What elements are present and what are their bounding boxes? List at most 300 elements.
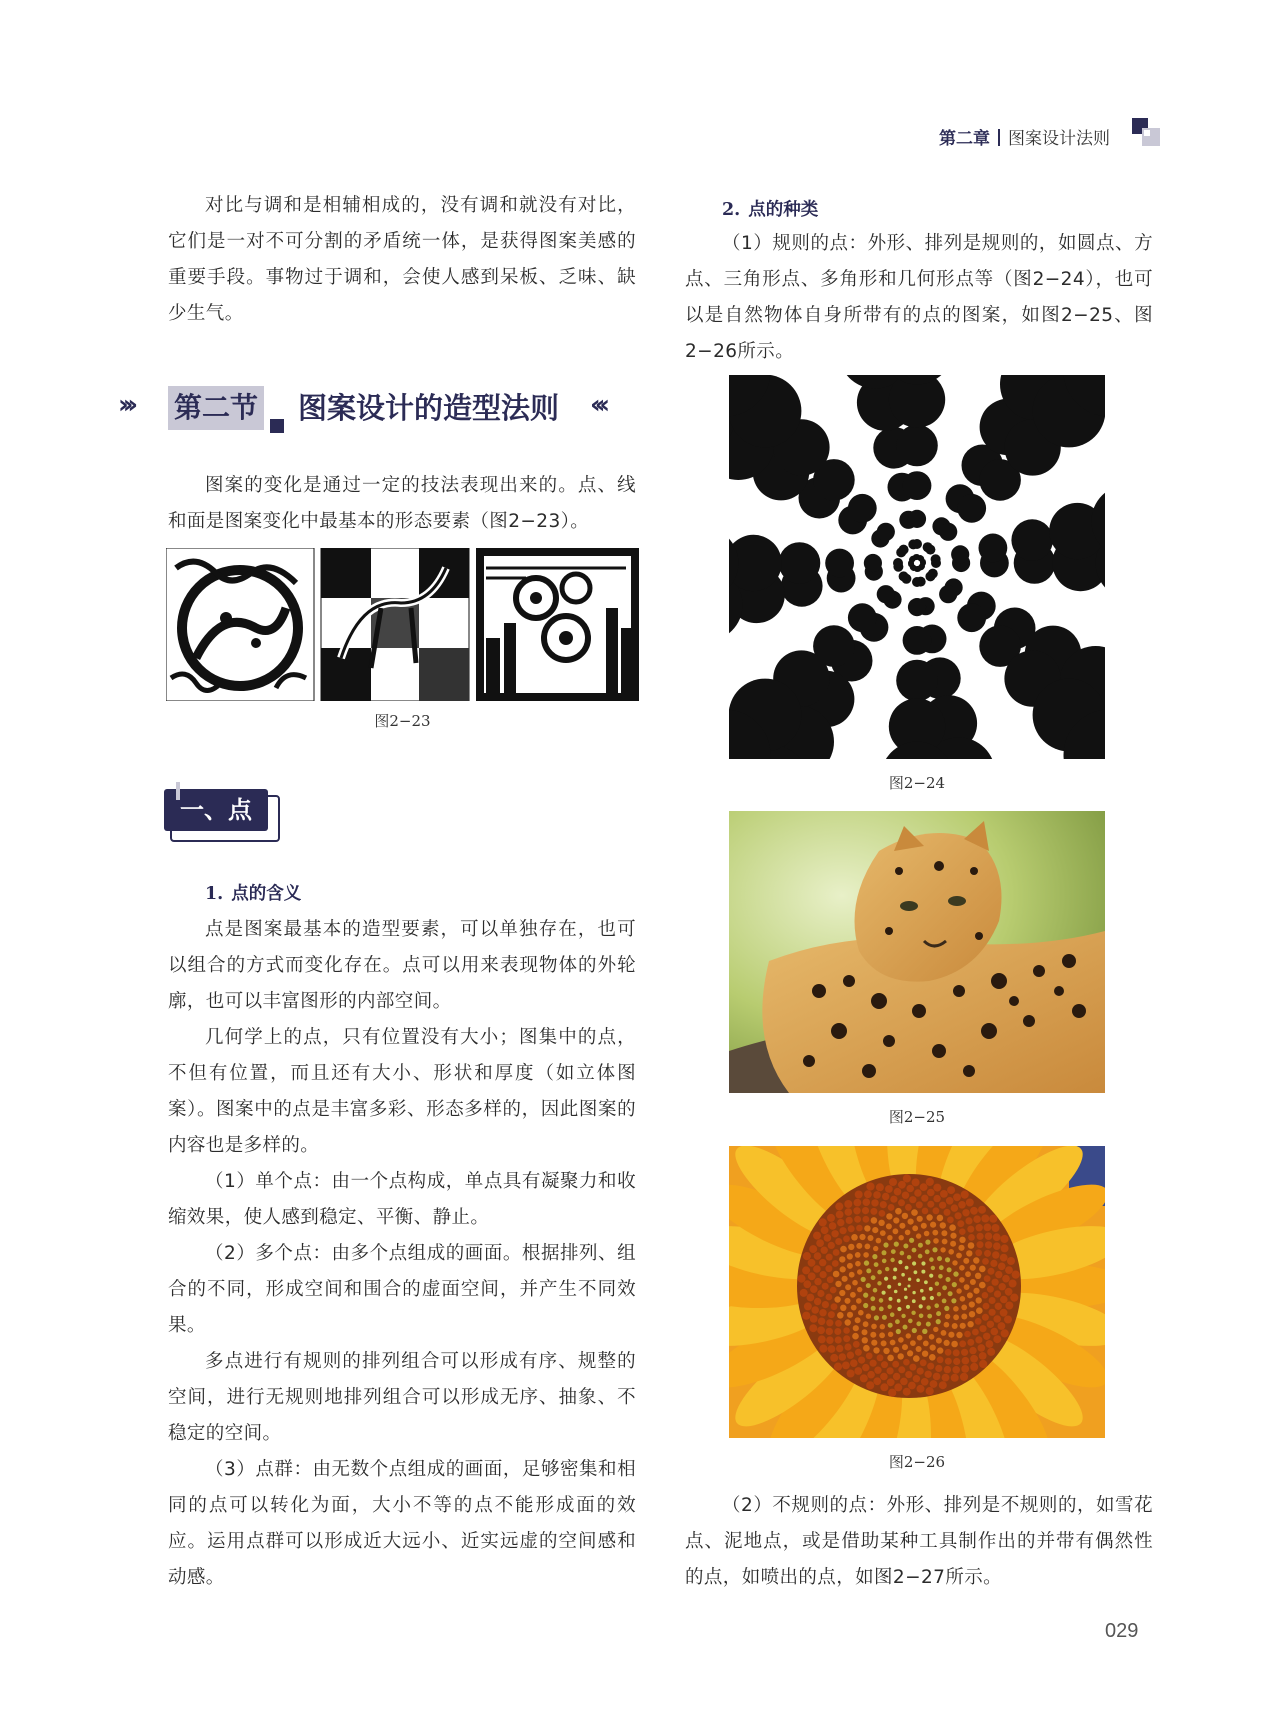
seed bbox=[921, 1223, 927, 1229]
subsection-2-title: 点的种类 bbox=[748, 200, 819, 220]
seed bbox=[848, 1244, 854, 1250]
seed bbox=[808, 1259, 816, 1267]
seed bbox=[942, 1285, 947, 1290]
seed bbox=[961, 1305, 967, 1311]
seed bbox=[932, 1247, 937, 1252]
seed bbox=[927, 1314, 932, 1319]
heading-arrows-left-icon: ››› bbox=[118, 390, 133, 420]
seed bbox=[854, 1367, 862, 1375]
seed bbox=[953, 1193, 961, 1201]
seed bbox=[883, 1348, 889, 1354]
seed bbox=[813, 1265, 821, 1273]
seed bbox=[870, 1208, 877, 1215]
seed bbox=[904, 1288, 907, 1291]
seed bbox=[835, 1202, 843, 1210]
heading-arrows-right-icon: ‹‹‹ bbox=[590, 390, 605, 420]
seed bbox=[979, 1282, 986, 1289]
pattern-dot bbox=[925, 545, 935, 555]
seed bbox=[930, 1380, 938, 1388]
seed bbox=[888, 1204, 895, 1211]
seed bbox=[834, 1296, 840, 1302]
subsection-1-paragraph: （2）多个点：由多个点组成的画面。根据排列、组合的不同，形成空间和围合的虚面空间，并产生不同效果。 bbox=[168, 1243, 636, 1336]
seed bbox=[949, 1224, 956, 1231]
seed bbox=[961, 1314, 967, 1320]
seed bbox=[898, 1181, 906, 1189]
seed bbox=[933, 1327, 938, 1332]
seed bbox=[802, 1266, 810, 1274]
seed bbox=[906, 1305, 910, 1309]
seed bbox=[967, 1292, 973, 1298]
seed bbox=[926, 1178, 934, 1186]
seed bbox=[961, 1191, 969, 1199]
seed bbox=[846, 1217, 853, 1224]
seed bbox=[999, 1283, 1006, 1290]
seed bbox=[950, 1241, 956, 1247]
seed bbox=[955, 1212, 962, 1219]
seed bbox=[852, 1333, 859, 1340]
seed bbox=[944, 1209, 951, 1216]
seed bbox=[969, 1301, 975, 1307]
seed bbox=[953, 1358, 960, 1365]
seed bbox=[921, 1378, 929, 1386]
seed bbox=[822, 1283, 829, 1290]
seed bbox=[855, 1317, 861, 1323]
seed bbox=[945, 1257, 950, 1262]
seed bbox=[913, 1375, 920, 1382]
seed bbox=[977, 1241, 984, 1248]
seed bbox=[850, 1292, 856, 1298]
seed bbox=[920, 1359, 927, 1366]
seed bbox=[924, 1231, 930, 1237]
seed bbox=[959, 1265, 965, 1271]
seed bbox=[819, 1259, 826, 1266]
pattern-dot bbox=[848, 494, 877, 523]
seed bbox=[844, 1200, 852, 1208]
seed bbox=[938, 1274, 943, 1279]
seed bbox=[903, 1388, 911, 1396]
seed bbox=[797, 1275, 805, 1283]
seed bbox=[842, 1276, 848, 1282]
seed bbox=[926, 1305, 930, 1309]
figure-2-23-caption: 图2−23 bbox=[374, 712, 431, 730]
seed bbox=[897, 1307, 901, 1311]
subsection-1-paragraph: （1）单个点：由一个点构成，单点具有凝聚力和收缩效果，使人感到稳定、平衡、静止。 bbox=[168, 1171, 636, 1228]
seed bbox=[847, 1253, 853, 1259]
seed bbox=[871, 1217, 878, 1224]
seed bbox=[940, 1222, 946, 1228]
seed bbox=[976, 1297, 982, 1303]
subsection-1-title: 点的含义 bbox=[231, 884, 302, 904]
seed bbox=[922, 1208, 929, 1215]
seed bbox=[887, 1378, 895, 1386]
seed bbox=[859, 1234, 865, 1240]
seed bbox=[945, 1358, 952, 1365]
seed bbox=[952, 1282, 957, 1287]
seed bbox=[959, 1340, 966, 1347]
seed bbox=[998, 1263, 1006, 1271]
seed bbox=[872, 1254, 877, 1259]
pattern-dot bbox=[979, 534, 1008, 563]
seed bbox=[953, 1314, 959, 1320]
seed bbox=[921, 1195, 928, 1202]
seed bbox=[912, 1291, 915, 1294]
seed bbox=[1004, 1316, 1012, 1324]
seed bbox=[942, 1239, 948, 1245]
seed bbox=[866, 1314, 871, 1319]
seed bbox=[809, 1245, 817, 1253]
seed bbox=[886, 1213, 892, 1219]
seed bbox=[904, 1296, 908, 1300]
header-divider bbox=[998, 129, 1000, 146]
seed bbox=[800, 1289, 808, 1297]
seed bbox=[873, 1288, 878, 1293]
seed bbox=[995, 1303, 1002, 1310]
seed bbox=[979, 1266, 986, 1273]
seed bbox=[973, 1288, 979, 1294]
seed bbox=[894, 1290, 898, 1294]
seed bbox=[933, 1238, 939, 1244]
seed bbox=[895, 1208, 902, 1215]
header-corner-icon bbox=[1132, 118, 1162, 148]
seed bbox=[905, 1230, 911, 1236]
seed bbox=[925, 1371, 932, 1378]
subsection-2-number: 2. bbox=[722, 200, 741, 220]
seed bbox=[922, 1296, 926, 1300]
seed bbox=[893, 1373, 900, 1380]
seed bbox=[948, 1291, 953, 1296]
seed bbox=[887, 1367, 894, 1374]
seed bbox=[831, 1230, 838, 1237]
seed bbox=[870, 1296, 875, 1301]
seed bbox=[963, 1258, 969, 1264]
seed bbox=[821, 1247, 828, 1254]
seed bbox=[910, 1340, 916, 1346]
seed bbox=[833, 1271, 840, 1278]
seed bbox=[959, 1228, 966, 1235]
seed bbox=[966, 1199, 974, 1207]
seed bbox=[906, 1333, 911, 1338]
seed bbox=[936, 1311, 941, 1316]
pattern-dot bbox=[893, 558, 903, 568]
seed bbox=[1010, 1294, 1018, 1302]
seed bbox=[920, 1183, 928, 1191]
seed bbox=[903, 1244, 908, 1249]
seed bbox=[830, 1287, 837, 1294]
seed bbox=[987, 1286, 994, 1293]
seed bbox=[941, 1330, 947, 1336]
seed bbox=[902, 1213, 908, 1219]
seed bbox=[934, 1303, 939, 1308]
seed bbox=[960, 1296, 966, 1302]
seed bbox=[862, 1337, 868, 1343]
seed bbox=[868, 1235, 874, 1241]
seed bbox=[847, 1352, 854, 1359]
seed bbox=[979, 1325, 986, 1332]
seed bbox=[903, 1325, 908, 1330]
seed bbox=[1005, 1302, 1013, 1310]
seed bbox=[897, 1299, 901, 1303]
seed bbox=[890, 1312, 895, 1317]
seed bbox=[828, 1242, 835, 1249]
seed bbox=[893, 1228, 899, 1234]
seed bbox=[935, 1282, 939, 1286]
seed bbox=[925, 1240, 930, 1245]
seed bbox=[973, 1257, 979, 1263]
subsection-1-paragraph: 多点进行有规则的排列组合可以形成有序、规整的空间，进行无规则地排列组合可以形成无序、抽象、不稳定的空间。 bbox=[168, 1351, 636, 1444]
seed bbox=[802, 1312, 810, 1320]
seed bbox=[880, 1373, 888, 1381]
seed bbox=[936, 1338, 942, 1344]
seed bbox=[966, 1250, 972, 1256]
seed bbox=[1001, 1329, 1009, 1337]
seed bbox=[877, 1281, 881, 1285]
seed bbox=[855, 1252, 861, 1258]
seed bbox=[905, 1204, 912, 1211]
seed bbox=[839, 1256, 845, 1262]
seed bbox=[932, 1230, 938, 1236]
seed bbox=[827, 1276, 834, 1283]
seed bbox=[808, 1272, 816, 1280]
seed bbox=[905, 1371, 912, 1378]
intro-paragraph: 对比与调和是相辅相成的，没有调和就没有对比，它们是一对不可分割的矛盾统一体，是获得图案美感的重要手段。事物过于调和，会使人感到呆板、乏味、缺少生气。 bbox=[168, 195, 636, 324]
seed bbox=[880, 1383, 888, 1391]
seed bbox=[831, 1303, 838, 1310]
header-chapter: 第二章 bbox=[939, 129, 990, 149]
seed bbox=[946, 1197, 954, 1205]
seed bbox=[834, 1328, 841, 1335]
seed bbox=[983, 1303, 990, 1310]
seed bbox=[984, 1224, 992, 1232]
header-title: 图案设计法则 bbox=[1008, 129, 1110, 149]
seed bbox=[837, 1219, 844, 1226]
seed bbox=[1002, 1275, 1010, 1283]
seed bbox=[866, 1381, 874, 1389]
seed bbox=[912, 1178, 920, 1186]
seed bbox=[992, 1251, 999, 1258]
seed bbox=[907, 1350, 913, 1356]
seed bbox=[922, 1351, 928, 1357]
seed bbox=[863, 1198, 871, 1206]
seed bbox=[817, 1290, 824, 1297]
seed bbox=[967, 1226, 974, 1233]
seed bbox=[994, 1290, 1001, 1297]
seed bbox=[992, 1279, 999, 1286]
seed bbox=[1000, 1254, 1008, 1262]
seed bbox=[998, 1322, 1006, 1330]
pattern-dot bbox=[951, 545, 969, 563]
seed bbox=[819, 1309, 826, 1316]
seed bbox=[909, 1196, 916, 1203]
seed bbox=[840, 1305, 846, 1311]
seed bbox=[894, 1383, 902, 1391]
seed bbox=[985, 1232, 993, 1240]
seed bbox=[948, 1332, 954, 1338]
seed bbox=[945, 1314, 950, 1319]
seed bbox=[921, 1261, 925, 1265]
seed bbox=[898, 1353, 904, 1359]
seed bbox=[978, 1206, 986, 1214]
seed bbox=[959, 1237, 965, 1243]
running-header bbox=[939, 124, 1110, 149]
seed bbox=[972, 1329, 979, 1336]
seed bbox=[944, 1366, 951, 1373]
seed bbox=[810, 1285, 818, 1293]
seed bbox=[939, 1265, 944, 1270]
seed bbox=[916, 1201, 923, 1208]
seed bbox=[901, 1273, 905, 1277]
seed bbox=[929, 1354, 936, 1361]
seed bbox=[1000, 1309, 1008, 1317]
seed bbox=[898, 1366, 905, 1373]
pattern-dot bbox=[939, 585, 957, 603]
pattern-dot bbox=[903, 626, 932, 655]
seed bbox=[900, 1378, 908, 1386]
seed bbox=[845, 1208, 853, 1216]
seed bbox=[912, 1299, 916, 1303]
seed bbox=[853, 1325, 859, 1331]
seed bbox=[861, 1277, 866, 1282]
seed bbox=[850, 1359, 858, 1367]
seed bbox=[984, 1275, 991, 1282]
pattern-dot bbox=[925, 571, 935, 581]
seed bbox=[840, 1246, 847, 1253]
seed bbox=[918, 1254, 923, 1259]
seed bbox=[960, 1323, 966, 1329]
seed bbox=[871, 1199, 878, 1206]
seed bbox=[803, 1252, 811, 1260]
seed bbox=[957, 1220, 964, 1227]
seed bbox=[1007, 1257, 1015, 1265]
seed bbox=[945, 1349, 952, 1356]
seed bbox=[908, 1319, 913, 1324]
seed bbox=[866, 1283, 871, 1288]
seed bbox=[973, 1215, 981, 1223]
seed bbox=[840, 1227, 847, 1234]
seed bbox=[871, 1324, 877, 1330]
seed bbox=[983, 1333, 990, 1340]
seed bbox=[855, 1349, 862, 1356]
seed bbox=[896, 1329, 901, 1334]
seed bbox=[854, 1216, 861, 1223]
seed bbox=[984, 1250, 991, 1257]
pattern-dot bbox=[912, 539, 922, 549]
seed bbox=[843, 1327, 850, 1334]
seed bbox=[863, 1252, 869, 1258]
seed bbox=[903, 1174, 911, 1182]
seed bbox=[1005, 1288, 1013, 1296]
seed bbox=[1001, 1244, 1009, 1252]
seed bbox=[978, 1344, 986, 1352]
seed bbox=[902, 1344, 908, 1350]
pattern-dot bbox=[877, 585, 895, 603]
seed bbox=[967, 1321, 973, 1327]
seed bbox=[870, 1332, 876, 1338]
seed bbox=[989, 1309, 996, 1316]
seed bbox=[1005, 1266, 1013, 1274]
seed bbox=[982, 1314, 989, 1321]
figure-2-25-caption: 图2−25 bbox=[888, 1108, 946, 1126]
seed bbox=[872, 1227, 878, 1233]
seed bbox=[975, 1318, 982, 1325]
heading-square-icon bbox=[270, 419, 284, 433]
seed bbox=[804, 1302, 812, 1310]
pattern-dot bbox=[1011, 519, 1053, 561]
figure-2-24-caption: 图2−24 bbox=[888, 774, 946, 792]
seed bbox=[851, 1234, 858, 1241]
subsection-2-heading bbox=[722, 196, 818, 221]
seed bbox=[855, 1261, 861, 1267]
seed bbox=[873, 1191, 881, 1199]
seed bbox=[944, 1306, 949, 1311]
seed bbox=[927, 1201, 934, 1208]
part-tag: 一、点 bbox=[164, 789, 268, 831]
pattern-dot bbox=[903, 471, 932, 500]
seed bbox=[960, 1373, 968, 1381]
seed bbox=[826, 1254, 833, 1261]
seed bbox=[908, 1382, 916, 1390]
seed bbox=[880, 1230, 886, 1236]
seed bbox=[819, 1218, 827, 1226]
seed bbox=[936, 1319, 941, 1324]
seed bbox=[940, 1247, 945, 1252]
seed bbox=[847, 1263, 853, 1269]
seed bbox=[848, 1225, 855, 1232]
seed bbox=[969, 1311, 975, 1317]
seed bbox=[937, 1256, 942, 1261]
figure-2-25-image bbox=[729, 811, 1105, 1093]
seed bbox=[883, 1242, 888, 1247]
pattern-dot bbox=[877, 523, 895, 541]
seed bbox=[835, 1238, 842, 1245]
seed bbox=[864, 1260, 869, 1265]
pattern-dot bbox=[899, 545, 909, 555]
seed bbox=[953, 1271, 958, 1276]
seed bbox=[894, 1188, 902, 1196]
seed bbox=[1009, 1280, 1017, 1288]
pattern-dot bbox=[899, 571, 909, 581]
seed bbox=[843, 1335, 850, 1342]
seed bbox=[863, 1303, 868, 1308]
section-intro: 图案的变化是通过一定的技法表现出来的。点、线和面是图案变化中最基本的形态要素（图2−23）。 bbox=[168, 475, 636, 532]
seed bbox=[889, 1178, 897, 1186]
seed bbox=[826, 1294, 833, 1301]
seed bbox=[995, 1271, 1002, 1278]
seed bbox=[885, 1185, 893, 1193]
seed bbox=[964, 1284, 970, 1290]
seed bbox=[905, 1266, 909, 1270]
seed bbox=[860, 1374, 868, 1382]
seed bbox=[809, 1324, 817, 1332]
seed bbox=[829, 1222, 837, 1230]
seed bbox=[987, 1348, 995, 1356]
seed bbox=[906, 1185, 914, 1193]
seed bbox=[827, 1214, 835, 1222]
seed bbox=[893, 1276, 897, 1280]
seed bbox=[927, 1363, 934, 1370]
seed bbox=[947, 1267, 952, 1272]
seed bbox=[870, 1360, 877, 1367]
seed bbox=[895, 1319, 900, 1324]
seed bbox=[836, 1345, 843, 1352]
seed bbox=[877, 1270, 882, 1275]
seed bbox=[882, 1315, 887, 1320]
seed bbox=[828, 1345, 836, 1353]
seed bbox=[817, 1326, 825, 1334]
seed bbox=[952, 1260, 957, 1265]
seed bbox=[919, 1304, 923, 1308]
seed bbox=[845, 1298, 851, 1304]
seed bbox=[880, 1324, 885, 1329]
